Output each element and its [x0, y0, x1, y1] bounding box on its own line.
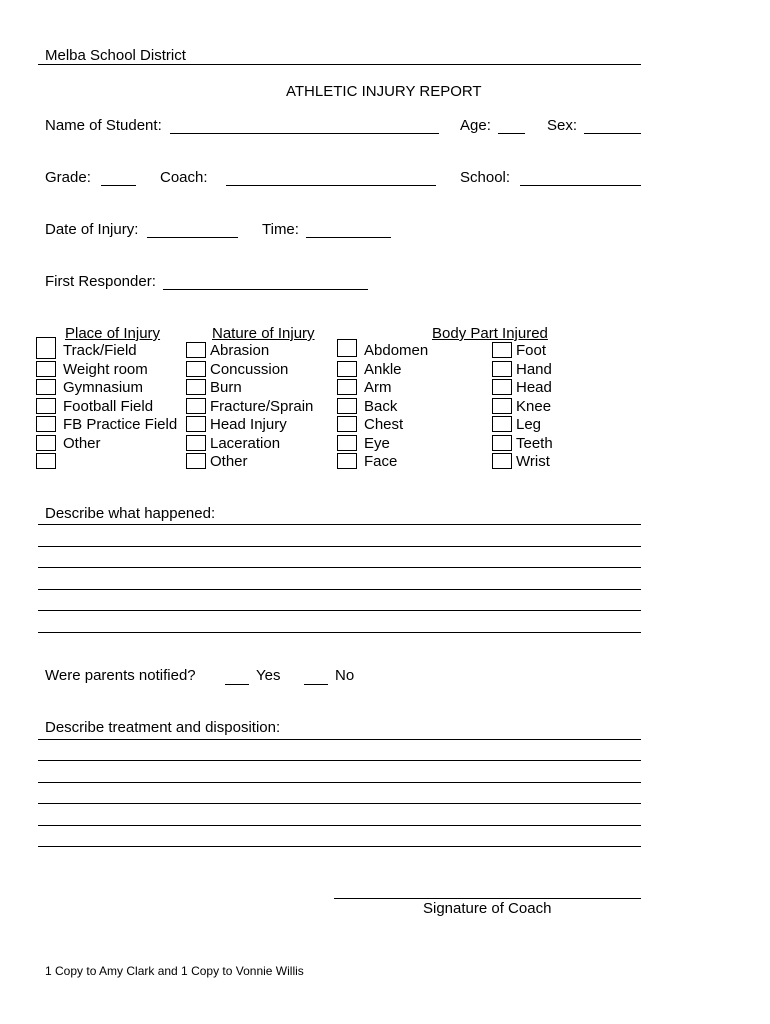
nature-checkbox[interactable]	[186, 361, 206, 377]
nature-checkbox[interactable]	[186, 416, 206, 432]
parents-notified-label: Were parents notified?	[45, 667, 196, 684]
signature-label: Signature of Coach	[423, 900, 552, 917]
body-part-checkbox[interactable]	[492, 435, 512, 451]
parents-yes-field[interactable]	[225, 684, 249, 685]
nature-checkbox[interactable]	[186, 398, 206, 414]
nature-option: Other	[210, 453, 248, 470]
form-title: ATHLETIC INJURY REPORT	[286, 83, 482, 100]
body-part-option: Ankle	[364, 361, 402, 378]
place-checkbox[interactable]	[36, 361, 56, 377]
sex-label: Sex:	[547, 117, 578, 134]
date-of-injury-label: Date of Injury:	[45, 221, 139, 238]
grade-field[interactable]	[101, 185, 136, 186]
treatment-line[interactable]	[38, 739, 641, 740]
time-label: Time:	[262, 221, 299, 238]
nature-of-injury-heading: Nature of Injury	[212, 325, 315, 342]
place-option: Gymnasium	[63, 379, 144, 396]
body-part-option: Wrist	[516, 453, 550, 470]
describe-line[interactable]	[38, 567, 641, 568]
treatment-label: Describe treatment and disposition:	[45, 719, 281, 736]
place-option: Weight room	[63, 361, 148, 378]
body-part-heading: Body Part Injured	[432, 325, 548, 342]
nature-option: Concussion	[210, 361, 289, 378]
place-of-injury-heading: Place of Injury	[65, 325, 161, 342]
school-field[interactable]	[520, 185, 641, 186]
treatment-line[interactable]	[38, 782, 641, 783]
body-part-option: Abdomen	[364, 342, 429, 359]
nature-option: Laceration	[210, 435, 281, 452]
date-of-injury-field[interactable]	[147, 237, 238, 238]
nature-option: Burn	[210, 379, 242, 396]
treatment-line[interactable]	[38, 803, 641, 804]
place-option: FB Practice Field	[63, 416, 178, 433]
sex-field[interactable]	[584, 133, 641, 134]
place-checkbox[interactable]	[36, 398, 56, 414]
body-part-option: Back	[364, 398, 398, 415]
body-part-option: Face	[364, 453, 398, 470]
treatment-line[interactable]	[38, 825, 641, 826]
body-part-checkbox[interactable]	[337, 339, 357, 357]
body-part-option: Hand	[516, 361, 552, 378]
school-label: School:	[460, 169, 511, 186]
place-checkbox[interactable]	[36, 435, 56, 451]
describe-line[interactable]	[38, 524, 641, 525]
body-part-checkbox[interactable]	[337, 361, 357, 377]
body-part-option: Eye	[364, 435, 390, 452]
student-name-label: Name of Student:	[45, 117, 162, 134]
body-part-checkbox[interactable]	[492, 416, 512, 432]
body-part-checkbox[interactable]	[337, 416, 357, 432]
describe-line[interactable]	[38, 589, 641, 590]
body-part-option: Chest	[364, 416, 404, 433]
place-option: Track/Field	[63, 342, 137, 359]
parents-no-field[interactable]	[304, 684, 328, 685]
describe-line[interactable]	[38, 610, 641, 611]
place-checkbox[interactable]	[36, 416, 56, 432]
nature-checkbox[interactable]	[186, 379, 206, 395]
treatment-line[interactable]	[38, 846, 641, 847]
time-field[interactable]	[306, 237, 391, 238]
body-part-checkbox[interactable]	[492, 398, 512, 414]
coach-field[interactable]	[226, 185, 436, 186]
treatment-line[interactable]	[38, 760, 641, 761]
coach-label: Coach:	[160, 169, 208, 186]
body-part-option: Teeth	[516, 435, 553, 452]
first-responder-label: First Responder:	[45, 273, 156, 290]
place-checkbox[interactable]	[36, 379, 56, 395]
body-part-checkbox[interactable]	[492, 361, 512, 377]
body-part-option: Foot	[516, 342, 547, 359]
place-option: Football Field	[63, 398, 154, 415]
body-part-checkbox[interactable]	[337, 453, 357, 469]
nature-option: Fracture/Sprain	[210, 398, 314, 415]
age-field[interactable]	[498, 133, 525, 134]
nature-checkbox[interactable]	[186, 453, 206, 469]
describe-line[interactable]	[38, 546, 641, 547]
body-part-checkbox[interactable]	[337, 379, 357, 395]
age-label: Age:	[460, 117, 491, 134]
place-option: Other	[63, 435, 101, 452]
body-part-option: Leg	[516, 416, 542, 433]
parents-no-label: No	[335, 667, 355, 684]
body-part-option: Arm	[364, 379, 392, 396]
parents-yes-label: Yes	[256, 667, 281, 684]
first-responder-field[interactable]	[163, 289, 368, 290]
header-rule	[38, 64, 641, 65]
describe-label: Describe what happened:	[45, 505, 216, 522]
body-part-checkbox[interactable]	[492, 379, 512, 395]
place-checkbox[interactable]	[36, 453, 56, 469]
body-part-checkbox[interactable]	[492, 453, 512, 469]
describe-line[interactable]	[38, 632, 641, 633]
nature-option: Abrasion	[210, 342, 270, 359]
district-name: Melba School District	[45, 47, 186, 64]
body-part-checkbox[interactable]	[492, 342, 512, 358]
nature-checkbox[interactable]	[186, 342, 206, 358]
body-part-checkbox[interactable]	[337, 398, 357, 414]
body-part-option: Head	[516, 379, 552, 396]
body-part-option: Knee	[516, 398, 552, 415]
grade-label: Grade:	[45, 169, 91, 186]
student-name-field[interactable]	[170, 133, 439, 134]
signature-line[interactable]	[334, 898, 641, 899]
place-checkbox[interactable]	[36, 337, 56, 359]
nature-option: Head Injury	[210, 416, 287, 433]
copy-instructions: 1 Copy to Amy Clark and 1 Copy to Vonnie Willis	[45, 964, 304, 978]
body-part-checkbox[interactable]	[337, 435, 357, 451]
nature-checkbox[interactable]	[186, 435, 206, 451]
